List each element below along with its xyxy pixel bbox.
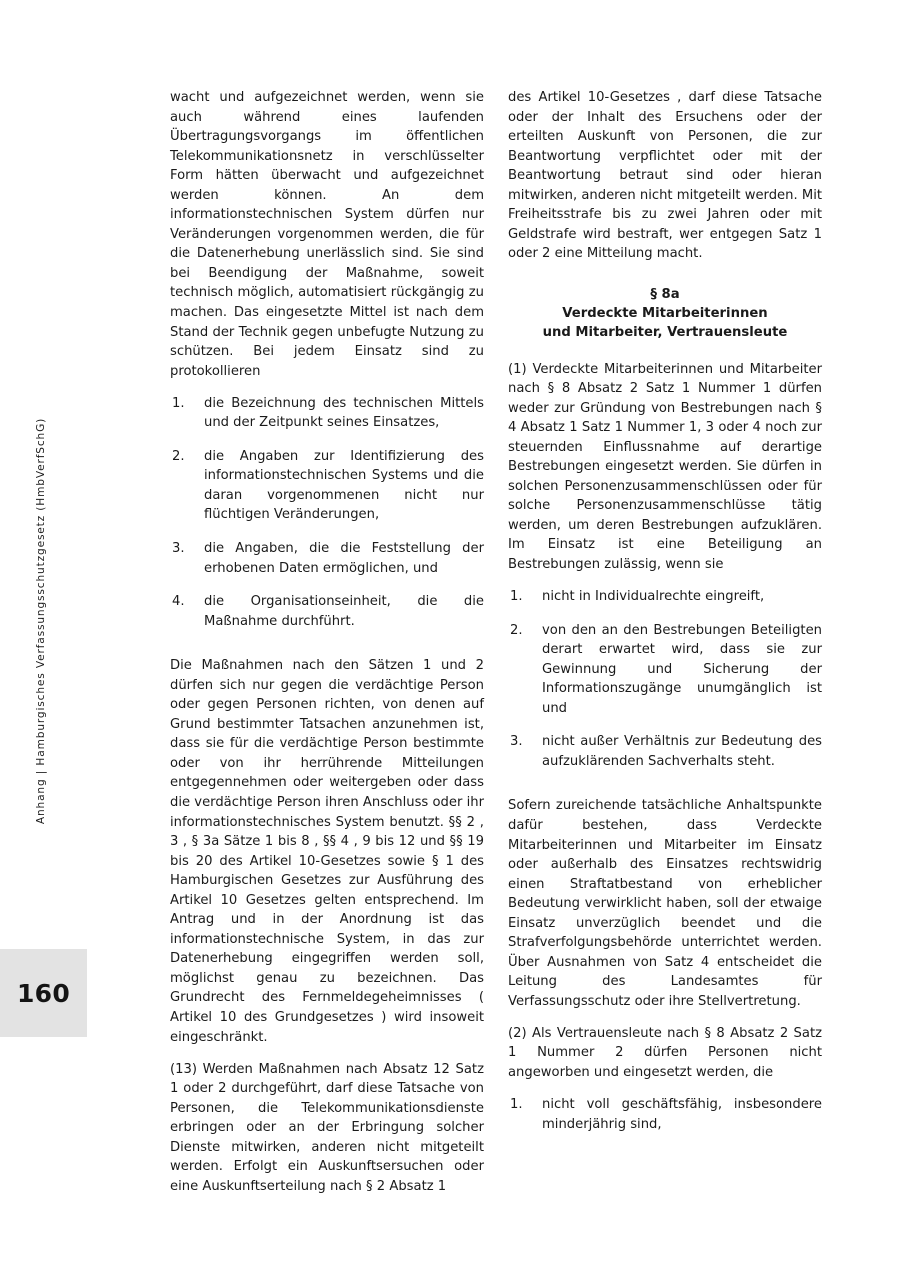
- list-item: [170, 539, 484, 578]
- list-item: [170, 447, 484, 525]
- left-numbered-list: [170, 394, 484, 631]
- list-item-text: die Angaben zur Identifizierung des informationstechnischen Systems und die daran vorgenommenen nicht nur flüchtigen Veränderungen,: [204, 448, 484, 523]
- section-heading-title-line1: Verdeckte Mitarbeiterinnen: [562, 306, 768, 322]
- page-number: 160: [16, 978, 71, 1008]
- right-numbered-list-1: [508, 587, 822, 771]
- list-item: [508, 1095, 822, 1134]
- list-item-text: die Organisationseinheit, die die Maßnahme durchführt.: [204, 594, 484, 629]
- right-column: [508, 88, 822, 1147]
- list-item: [508, 587, 822, 607]
- list-item: [170, 592, 484, 631]
- list-item-text: nicht in Individualrechte eingreift,: [542, 589, 765, 605]
- section-heading-title-line2: und Mitarbeiter, Vertrauensleute: [542, 325, 788, 341]
- paragraph-spacer: [170, 644, 484, 657]
- list-marker: 3.: [172, 540, 185, 556]
- list-marker: 1.: [510, 1097, 523, 1113]
- list-marker: 4.: [172, 594, 185, 610]
- list-item: [508, 621, 822, 719]
- page-number-block: [0, 949, 87, 1037]
- list-marker: 1.: [510, 589, 523, 605]
- list-item: [170, 394, 484, 433]
- paragraph-sofern: Sofern zureichende tatsächliche Anhaltspunkte dafür bestehen, dass Verdeckte Mitarbeiterinnen und Mitarbeiter im Einsatz oder außerhalb des Einsatzes rechtswidrig einen Straftatbestand von erheblicher Bedeutung verwirklicht haben, soll der etwaige Einsatz unverzüglich beendet und die Strafverfolgungsbehörde unterrichtet werden. Über Ausnahmen von Satz 4 entscheidet die Leitung des Landesamtes für Verfassungsschutz oder ihre Stellvertretung.: [508, 798, 822, 1009]
- list-item-text: nicht außer Verhältnis zur Bedeutung des aufzuklärenden Sachverhalts steht.: [542, 734, 822, 769]
- paragraph-spacer: [508, 784, 822, 797]
- section-heading-number: § 8a: [650, 286, 680, 302]
- list-item-text: die Angaben, die die Feststellung der erhobenen Daten ermöglichen, und: [204, 540, 484, 576]
- list-marker: 1.: [172, 395, 185, 411]
- list-item-text: die Bezeichnung des technischen Mittels und der Zeitpunkt seines Einsatzes,: [204, 395, 484, 431]
- paragraph-absatz-1: (1) Verdeckte Mitarbeiterinnen und Mitarbeiter nach § 8 Absatz 2 Satz 1 Nummer 1 dürfen weder zur Gründung von Bestrebungen nach § 4 Absatz 1 Satz 1 Nummer 1, 3 oder 4 noch zur steuernden Einflussnahme auf derartige Bestrebungen eingesetzt werden. Sie dürfen in solchen Personenzusammenschlüssen oder für solche Personenzusammenschlüsse tätig werden, um deren Bestrebungen aufzuklären. Im Einsatz ist eine Beteiligung an Bestrebungen zulässig, wenn sie: [508, 361, 822, 572]
- paragraph-absatz-2: (2) Als Vertrauensleute nach § 8 Absatz 2 Satz 1 Nummer 2 dürfen Personen nicht angeworben und eingesetzt werden, die: [508, 1025, 822, 1081]
- section-heading: [508, 285, 822, 343]
- list-marker: 2.: [510, 622, 523, 638]
- right-numbered-list-2: [508, 1095, 822, 1134]
- left-column: [170, 88, 484, 1196]
- list-item-text: von den an den Bestrebungen Beteiligten derart erwartet wird, dass sie zur Gewinnung und Sicherung der Informationszugänge unumgänglich ist und: [542, 622, 822, 716]
- running-head: Anhang | Hamburgisches Verfassungsschutzgesetz (HmbVerfSchG): [35, 417, 47, 825]
- left-margin-rail: [0, 0, 110, 1272]
- page-body: [170, 88, 822, 1198]
- paragraph-absatz-13: (13) Werden Maßnahmen nach Absatz 12 Satz 1 oder 2 durchgeführt, darf diese Tatsache von Personen, die Telekommunikationsdienste erbringen oder an der Erbringung solcher Dienste mitwirken, anderen nicht mitgeteilt werden. Erfolgt ein Auskunftsersuchen oder eine Auskunftserteilung nach § 2 Absatz 1: [170, 1061, 484, 1194]
- paragraph-continued-right: des Artikel 10-Gesetzes , darf diese Tatsache oder der Inhalt des Ersuchens oder der erteilten Auskunft von Personen, die zur Beantwortung verpflichtet oder mit der Beantwortung betraut sind oder hieran mitwirken, anderen nicht mitgeteilt werden. Mit Freiheitsstrafe bis zu zwei Jahren oder mit Geldstrafe wird bestraft, wer entgegen Satz 1 oder 2 eine Mitteilung macht.: [508, 90, 822, 262]
- list-item: [508, 732, 822, 771]
- paragraph-continued-left: wacht und aufgezeichnet werden, wenn sie auch während eines laufenden Übertragungsvorgangs im öffentlichen Telekommunikationsnetz in verschlüsselter Form hätten überwacht und aufgezeichnet werden können. An dem informationstechnischen System dürfen nur Veränderungen vorgenommen werden, die für die Datenerhebung unerlässlich sind. Sie sind bei Beendigung der Maßnahme, soweit technisch möglich, automatisiert rückgängig zu machen. Das eingesetzte Mittel ist nach dem Stand der Technik gegen unbefugte Nutzung zu schützen. Bei jedem Einsatz sind zu protokollieren: [170, 90, 484, 379]
- list-marker: 2.: [172, 448, 185, 464]
- paragraph-massnahmen: Die Maßnahmen nach den Sätzen 1 und 2 dürfen sich nur gegen die verdächtige Person oder gegen Personen richten, von denen auf Grund bestimmter Tatsachen anzunehmen ist, dass sie für die verdächtige Person bestimmte oder von ihr herrührende Mitteilungen entgegennehmen oder weitergeben oder dass die verdächtige Person ihren Anschluss oder ihr informationstechnisches System benutzt. §§ 2 , 3 , § 3a Sätze 1 bis 8 , §§ 4 , 9 bis 12 und §§ 19 bis 20 des Artikel 10-Gesetzes sowie § 1 des Hamburgischen Gesetzes zur Ausführung des Artikel 10 Gesetzes gelten entsprechend. Im Antrag und in der Anordnung ist das informationstechnische System, in das zur Datenerhebung eingegriffen werden soll, möglichst genau zu bezeichnen. Das Grundrecht des Fernmeldegeheimnisses ( Artikel 10 des Grundgesetzes ) wird insoweit eingeschränkt.: [170, 658, 484, 1045]
- list-marker: 3.: [510, 734, 523, 750]
- list-item-text: nicht voll geschäftsfähig, insbesondere minderjährig sind,: [542, 1097, 822, 1132]
